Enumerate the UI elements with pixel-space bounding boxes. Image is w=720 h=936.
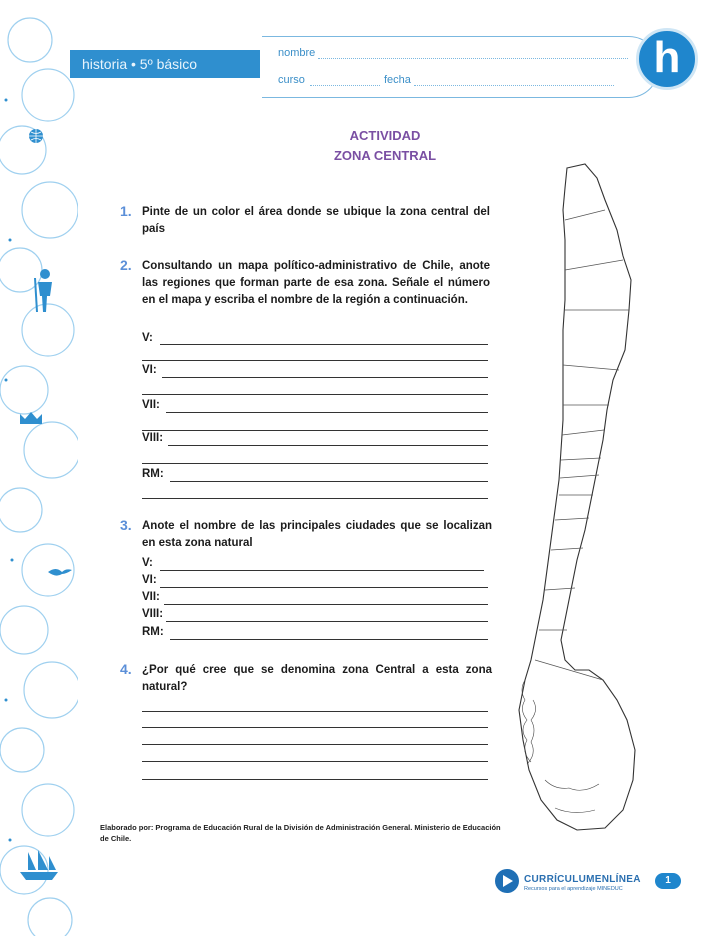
q4-answer-line[interactable] [142, 727, 488, 728]
name-field[interactable] [318, 58, 628, 59]
q2-answer-vi-line[interactable] [162, 377, 488, 378]
ship-icon [16, 848, 62, 882]
credit-text: Elaborado por: Programa de Educación Rural de la División de Administración General. Ministerio de Educación de Chile. [100, 823, 501, 843]
q2-label-vi: VI: [142, 364, 157, 376]
question-2-text: Consultando un mapa político-administrativo de Chile, anote las regiones que forman parte de esa zona. Señale el número en el mapa y escriba el nombre de la región a continuación. [142, 260, 490, 306]
question-4-text: ¿Por qué cree que se denomina zona Central a esta zona natural? [142, 664, 492, 693]
subject-label: historia • 5º básico [82, 56, 198, 72]
q2-answer-vii-line[interactable] [166, 412, 488, 413]
page-number-badge: 1 [655, 873, 681, 889]
q3-label-vi: VI: [142, 574, 157, 586]
date-label: fecha [384, 74, 411, 86]
q4-answer-line[interactable] [142, 711, 488, 712]
question-4-number: 4. [120, 661, 132, 677]
question-3-text: Anote el nombre de las principales ciudades que se localizan en esta zona natural [142, 520, 492, 549]
activity-subtitle: ZONA CENTRAL [333, 148, 437, 163]
q3-answer-viii-line[interactable] [166, 621, 488, 622]
q2-answer-line[interactable] [142, 360, 488, 361]
q3-label-viii: VIII: [142, 608, 164, 620]
question-3-number: 3. [120, 517, 132, 533]
q2-answer-line[interactable] [142, 498, 488, 499]
q2-answer-line[interactable] [142, 394, 488, 395]
date-field[interactable] [414, 85, 614, 86]
q2-answer-line[interactable] [142, 430, 488, 431]
q4-answer-line[interactable] [142, 779, 488, 780]
question-2-number: 2. [120, 257, 132, 273]
q4-answer-line[interactable] [142, 761, 488, 762]
globe-icon [28, 128, 44, 144]
question-1-number: 1. [120, 203, 132, 219]
curriculum-logo-icon [494, 868, 520, 894]
q3-answer-vi-line[interactable] [160, 587, 488, 588]
bird-icon [48, 566, 72, 578]
chile-map[interactable] [505, 160, 655, 840]
course-field[interactable] [310, 85, 380, 86]
curriculum-tagline: Recursos para el aprendizaje MINEDUC [524, 886, 623, 892]
q2-label-viii: VIII: [142, 432, 164, 444]
question-1-text: Pinte de un color el área donde se ubique la zona central del país [142, 206, 490, 235]
q3-answer-vii-line[interactable] [164, 604, 488, 605]
q2-label-vii: VII: [142, 399, 160, 411]
q3-label-rm: RM: [142, 626, 164, 638]
course-label: curso [278, 74, 305, 86]
q3-label-v: V: [142, 557, 153, 569]
q3-label-vii: VII: [142, 591, 160, 603]
h-logo: h [636, 28, 698, 90]
name-label: nombre [278, 47, 316, 59]
q2-answer-v-line[interactable] [160, 344, 488, 345]
explorer-figure-icon [32, 268, 58, 314]
student-info-box [262, 36, 659, 98]
q2-answer-viii-line[interactable] [168, 445, 488, 446]
q2-label-rm: RM: [142, 468, 164, 480]
crown-icon [18, 410, 44, 426]
subject-band [70, 50, 260, 78]
q4-answer-line[interactable] [142, 744, 488, 745]
q3-answer-v-line[interactable] [160, 570, 484, 571]
curriculum-brand: CURRÍCULUMENLÍNEA [524, 874, 641, 885]
activity-title: ACTIVIDAD [349, 128, 421, 143]
q2-label-v: V: [142, 332, 153, 344]
q2-answer-line[interactable] [142, 463, 488, 464]
q3-answer-rm-line[interactable] [170, 639, 488, 640]
q2-answer-rm-line[interactable] [170, 481, 488, 482]
